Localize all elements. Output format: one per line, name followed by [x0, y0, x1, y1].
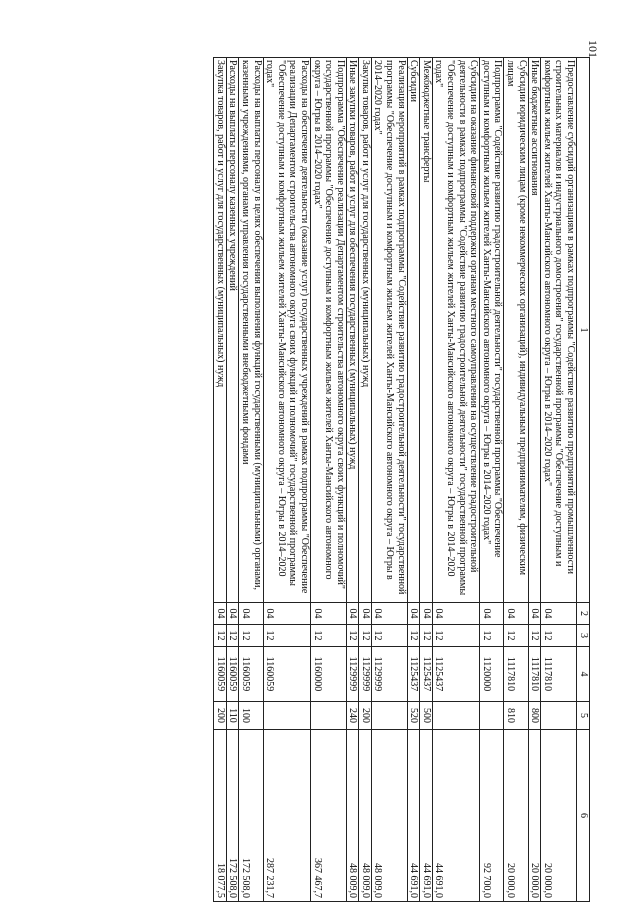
row-target-code: 1117810: [528, 647, 541, 702]
table-row: [226, 58, 239, 902]
row-name: Субсидии юридическим лицам (кроме некоммерческих организаций), индивидуальным предпринимателям, физическим лицам: [504, 58, 528, 603]
row-subsection: 12: [346, 625, 359, 647]
row-amount: 48 009,0: [371, 730, 407, 902]
row-target-code: 1160059: [226, 647, 239, 702]
row-target-code: 1125437: [407, 647, 420, 702]
table-row: [432, 58, 479, 902]
row-target-code: 1160059: [263, 647, 310, 702]
row-expense-type: [371, 702, 407, 730]
row-amount: 44 691,0: [407, 730, 420, 902]
row-section: 04: [407, 603, 420, 625]
row-amount: 48 009,0: [346, 730, 359, 902]
row-amount: 20 000,0: [504, 730, 528, 902]
row-amount: 44 691,0: [432, 730, 479, 902]
row-name: Межбюджетные трансферты: [420, 58, 433, 603]
table-row: [371, 58, 407, 902]
row-expense-type: 810: [504, 702, 528, 730]
row-section: 04: [541, 603, 577, 625]
row-amount: 172 508,0: [226, 730, 239, 902]
table-row: [263, 58, 310, 902]
table-row: [420, 58, 433, 902]
row-expense-type: 200: [359, 702, 372, 730]
row-subsection: 12: [480, 625, 504, 647]
header-cell-expense-type: 5: [577, 702, 590, 730]
row-subsection: 12: [214, 625, 227, 647]
row-section: 04: [310, 603, 346, 625]
row-amount: 48 009,0: [359, 730, 372, 902]
row-subsection: 12: [371, 625, 407, 647]
row-subsection: 12: [263, 625, 310, 647]
row-subsection: 12: [504, 625, 528, 647]
row-expense-type: 520: [407, 702, 420, 730]
row-name: Расходы на выплаты персоналу в целях обеспечения выполнения функций государственными (муниципальными) органами, казенными учреждениями, органами управления государственными внебюджетными фондами: [239, 58, 263, 603]
row-amount: 287 231,7: [263, 730, 310, 902]
header-cell-subsection: 3: [577, 625, 590, 647]
table-body: [214, 58, 577, 902]
row-target-code: 1129999: [359, 647, 372, 702]
table-row: [504, 58, 528, 902]
row-expense-type: [310, 702, 346, 730]
header-cell-amount: 6: [577, 730, 590, 902]
row-section: 04: [346, 603, 359, 625]
header-cell-name: 1: [577, 58, 590, 603]
row-amount: 20 000,0: [541, 730, 577, 902]
row-section: 04: [263, 603, 310, 625]
row-section: 04: [371, 603, 407, 625]
row-expense-type: 500: [420, 702, 433, 730]
row-expense-type: [541, 702, 577, 730]
table-row: [239, 58, 263, 902]
row-subsection: 12: [528, 625, 541, 647]
row-name: Реализация мероприятий в рамках подпрограммы "Содействие развитию градостроительной деятельности" государственной программы "Обеспечение доступным и комфортным жильем жителей Ханты-Мансийского автономного округа – Югры в 2014–2020 годах": [371, 58, 407, 603]
row-name: Расходы на обеспечение деятельности (оказание услуг) государственных учреждений в рамках подпрограммы "Обеспечение реализации Департаментом строительства автономного округа своих функций и полномочий" государственной программы "Обеспечение доступным и комфортным жильем жителей Ханты-Мансийского автономного округа – Югры в 2014–2020 годах": [263, 58, 310, 603]
header-row: [577, 58, 590, 902]
row-expense-type: 240: [346, 702, 359, 730]
row-subsection: 12: [407, 625, 420, 647]
row-expense-type: 100: [239, 702, 263, 730]
row-section: 04: [239, 603, 263, 625]
row-target-code: 1160059: [239, 647, 263, 702]
row-target-code: 1120000: [480, 647, 504, 702]
row-subsection: 12: [359, 625, 372, 647]
row-amount: 367 467,7: [310, 730, 346, 902]
row-subsection: 12: [239, 625, 263, 647]
row-section: 04: [528, 603, 541, 625]
table-row: [346, 58, 359, 902]
row-target-code: 1117810: [541, 647, 577, 702]
row-target-code: 1117810: [504, 647, 528, 702]
budget-table: [213, 57, 590, 902]
row-target-code: 1125437: [432, 647, 479, 702]
table-row: [407, 58, 420, 902]
row-section: 04: [359, 603, 372, 625]
table-row: [310, 58, 346, 902]
row-name: Расходы на выплаты персоналу казенных учреждений: [226, 58, 239, 603]
row-name: Субсидии: [407, 58, 420, 603]
row-amount: 18 077,5: [214, 730, 227, 902]
header-cell-target-code: 4: [577, 647, 590, 702]
row-name: Субсидии на оказание финансовой поддержки органам местного самоуправления на осуществление градостроительной деятельности в рамках подпрограммы "Содействие развитию градостроительной деятельности" государственной программы "Обеспечение доступным и комфортным жильем жителей Ханты-Мансийского автономного округа – Югры в 2014–2020 годах": [432, 58, 479, 603]
row-section: 04: [432, 603, 479, 625]
row-section: 04: [420, 603, 433, 625]
row-section: 04: [214, 603, 227, 625]
row-subsection: 12: [432, 625, 479, 647]
table-row: [359, 58, 372, 902]
row-expense-type: 800: [528, 702, 541, 730]
row-amount: 92 700,0: [480, 730, 504, 902]
row-section: 04: [480, 603, 504, 625]
row-name: Закупка товаров, работ и услуг для государственных (муниципальных) нужд: [359, 58, 372, 603]
row-expense-type: [432, 702, 479, 730]
row-section: 04: [504, 603, 528, 625]
row-target-code: 1129999: [346, 647, 359, 702]
row-name: Закупка товаров, работ и услуг для государственных (муниципальных) нужд: [214, 58, 227, 603]
row-section: 04: [226, 603, 239, 625]
row-expense-type: 110: [226, 702, 239, 730]
row-amount: 44 691,0: [420, 730, 433, 902]
budget-table-sheet: [74, 57, 590, 901]
table-row: [480, 58, 504, 902]
table-row: [528, 58, 541, 902]
row-name: Иные бюджетные ассигнования: [528, 58, 541, 603]
row-expense-type: 200: [214, 702, 227, 730]
row-target-code: 1160000: [310, 647, 346, 702]
row-subsection: 12: [541, 625, 577, 647]
row-name: Иные закупки товаров, работ и услуг для обеспечения государственных (муниципальных) нужд: [346, 58, 359, 603]
page-number: 101: [586, 40, 600, 58]
row-target-code: 1129999: [371, 647, 407, 702]
row-expense-type: [263, 702, 310, 730]
row-subsection: 12: [226, 625, 239, 647]
table-row: [541, 58, 577, 902]
row-name: Подпрограмма "Обеспечение реализации Департаментом строительства автономного округа своих функций и полномочий" государственной программы "Обеспечение доступным и комфортным жильем жителей Ханты-Мансийского автономного округа – Югры в 2014–2020 годах": [310, 58, 346, 603]
row-amount: 172 508,0: [239, 730, 263, 902]
row-target-code: 1160059: [214, 647, 227, 702]
header-cell-section: 2: [577, 603, 590, 625]
row-name: Подпрограмма "Содействие развитию градостроительной деятельности" государственной программы "Обеспечение доступным и комфортным жильем жителей Ханты-Мансийского автономного округа – Югры в 2014–2020 годах": [480, 58, 504, 603]
row-amount: 20 000,0: [528, 730, 541, 902]
row-subsection: 12: [420, 625, 433, 647]
row-target-code: 1125437: [420, 647, 433, 702]
row-name: Предоставление субсидий организациям в рамках подпрограммы "Содействие развитию предприятий промышленности строительных материалов и индустриального домостроения" государственной программы "Обеспечение доступным и комфортным жильем жителей Ханты-Мансийского автономного округа – Югры в 2014–2020 годах": [541, 58, 577, 603]
row-subsection: 12: [310, 625, 346, 647]
table-row: [214, 58, 227, 902]
row-expense-type: [480, 702, 504, 730]
